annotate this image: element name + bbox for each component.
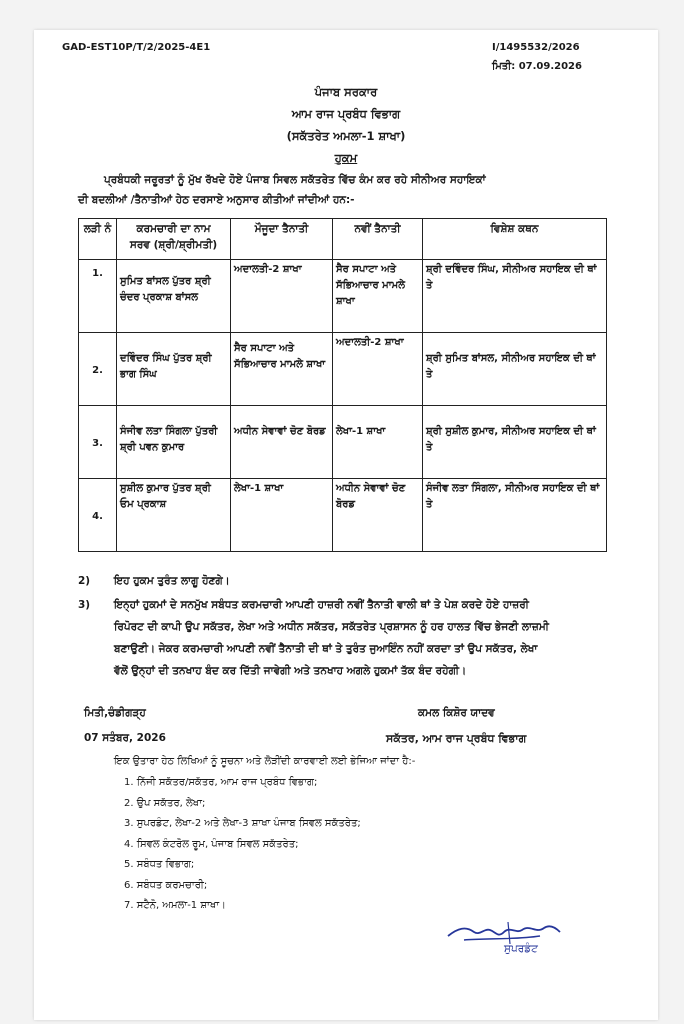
row-employee-name: ਸੁਮਿਤ ਬਾਂਸਲ ਪੁੱਤਰ ਸ਼੍ਰੀ ਚੰਦਰ ਪ੍ਰਕਾਸ਼ ਬਾਂਸਲ	[117, 260, 231, 333]
table-header-row	[79, 219, 607, 260]
intro-line-2: ਦੀ ਬਦਲੀਆਂ /ਤੈਨਾਤੀਆਂ ਹੇਠ ਦਰਸਾਏ ਅਨੁਸਾਰ ਕੀਤੀਆਂ ਜਾਂਦੀਆਂ ਹਨ:-	[78, 194, 355, 206]
row-current-posting: ਅਦਾਲਤੀ-2 ਸ਼ਾਖਾ	[231, 260, 333, 333]
reference-number-left: GAD-EST10P/T/2/2025-4E1	[62, 42, 211, 53]
point-3-number: 3)	[78, 599, 91, 611]
transfer-table	[78, 218, 607, 552]
table-row	[79, 260, 607, 333]
superintendent-title: ਸੁਪਰਡੰਟ	[504, 943, 538, 955]
header-name-line-2: ਸਰਵ (ਸ਼੍ਰੀ/ਸ਼੍ਰੀਮਤੀ)	[129, 239, 218, 251]
row-serial: 4.	[79, 479, 117, 552]
row-serial: 1.	[79, 260, 117, 333]
row-current-posting: ਅਧੀਨ ਸੇਵਾਵਾਂ ਚੋਣ ਬੋਰਡ	[231, 406, 333, 479]
point-2-text: ਇਹ ਹੁਕਮ ਤੁਰੰਤ ਲਾਗੂ ਹੋਣਗੇ।	[114, 575, 230, 587]
row-new-posting: ਲੇਖਾ-1 ਸ਼ਾਖਾ	[333, 406, 423, 479]
row-employee-name: ਸੰਜੀਵ ਲਤਾ ਸਿੰਗਲਾ ਪੁੱਤਰੀ ਸ਼੍ਰੀ ਪਵਨ ਕੁਮਾਰ	[117, 406, 231, 479]
row-serial: 3.	[79, 406, 117, 479]
order-date: 07 ਸਤੰਬਰ, 2026	[84, 732, 166, 744]
row-remarks: ਸ਼੍ਰੀ ਸੁਮਿਤ ਬਾਂਸਲ, ਸੀਨੀਅਰ ਸਹਾਇਕ ਦੀ ਥਾਂ ਤੇ	[423, 333, 607, 406]
document-page	[34, 30, 658, 1020]
row-remarks: ਸ਼੍ਰੀ ਸੁਸ਼ੀਲ ਕੁਮਾਰ, ਸੀਨੀਅਰ ਸਹਾਇਕ ਦੀ ਥਾਂ ਤੇ	[423, 406, 607, 479]
header-name-line-1: ਕਰਮਚਾਰੀ ਦਾ ਨਾਮ	[136, 223, 211, 235]
point-3-line-3: ਬਣਾਉਣੀ। ਜੇਕਰ ਕਰਮਚਾਰੀ ਆਪਣੀ ਨਵੀਂ ਤੈਨਾਤੀ ਦੀ ਥਾਂ ਤੇ ਤੁਰੰਤ ਜੁਆਇੰਨ ਨਹੀਂ ਕਰਦਾ ਤਾਂ ਉਪ ਸਕੱਤਰ, ਲੇਖਾ	[114, 643, 538, 655]
row-new-posting: ਅਦਾਲਤੀ-2 ਸ਼ਾਖਾ	[333, 333, 423, 406]
point-3-line-2: ਰਿਪੋਰਟ ਦੀ ਕਾਪੀ ਉਪ ਸਕੱਤਰ, ਲੇਖਾ ਅਤੇ ਅਧੀਨ ਸਕੱਤਰ, ਸਕੱਤਰੇਤ ਪ੍ਰਸ਼ਾਸਨ ਨੂੰ ਹਰ ਹਾਲਤ ਵਿੱਚ ਭੇਜਣੀ ਲਾਜ਼ਮੀ	[114, 621, 549, 633]
government-name: ਪੰਜਾਬ ਸਰਕਾਰ	[314, 85, 378, 99]
signatory-name: ਕਮਲ ਕਿਸ਼ੋਰ ਯਾਦਵ	[418, 707, 495, 719]
row-new-posting: ਅਧੀਨ ਸੇਵਾਵਾਂ ਚੋਣ ਬੋਰਡ	[333, 479, 423, 552]
list-item: 7. ਸਟੈਨੋ, ਅਮਲਾ-1 ਸ਼ਾਖਾ।	[124, 900, 226, 911]
list-item: 1. ਨਿੱਜੀ ਸਕੱਤਰ/ਸਕੱਤਰ, ਆਮ ਰਾਜ ਪ੍ਰਬੰਧ ਵਿਭਾਗ;	[124, 777, 318, 788]
row-remarks: ਸੰਜੀਵ ਲਤਾ ਸਿੰਗਲਾ, ਸੀਨੀਅਰ ਸਹਾਇਕ ਦੀ ਥਾਂ ਤੇ	[423, 479, 607, 552]
signatory-title: ਸਕੱਤਰ, ਆਮ ਰਾਜ ਪ੍ਰਬੰਧ ਵਿਭਾਗ	[386, 732, 527, 745]
header-new-posting: ਨਵੀਂ ਤੈਨਾਤੀ	[333, 219, 423, 260]
row-serial: 2.	[79, 333, 117, 406]
list-item: 3. ਸੁਪਰਡੰਟ, ਲੇਖਾ-2 ਅਤੇ ਲੇਖਾ-3 ਸ਼ਾਖਾ ਪੰਜਾਬ ਸਿਵਲ ਸਕੱਤਰੇਤ;	[124, 818, 361, 829]
table-row	[79, 333, 607, 406]
department-name: ਆਮ ਰਾਜ ਪ੍ਰਬੰਧ ਵਿਭਾਗ	[291, 107, 401, 121]
header-employee-name	[117, 219, 231, 260]
point-3-line-1: ਇਨ੍ਹਾਂ ਹੁਕਮਾਂ ਦੇ ਸਨਮੁੱਖ ਸਬੰਧਤ ਕਰਮਚਾਰੀ ਆਪਣੀ ਹਾਜ਼ਰੀ ਨਵੀਂ ਤੈਨਾਤੀ ਵਾਲੀ ਥਾਂ ਤੇ ਪੇਸ਼ ਕਰਦੇ ਹੋਏ ਹਾਜ਼ਰੀ	[114, 599, 529, 611]
branch-name: (ਸਕੱਤਰੇਤ ਅਮਲਾ-1 ਸ਼ਾਖਾ)	[286, 129, 406, 143]
intro-line-1: ਪ੍ਰਬੰਧਕੀ ਜਰੂਰਤਾਂ ਨੂੰ ਮੁੱਖ ਰੱਖਦੇ ਹੋਏ ਪੰਜਾਬ ਸਿਵਲ ਸਕੱਤਰੇਤ ਵਿੱਚ ਕੰਮ ਕਰ ਰਹੇ ਸੀਨੀਅਰ ਸਹਾਇਕਾਂ	[104, 174, 486, 186]
list-item: 2. ਉਪ ਸਕੱਤਰ, ਲੇਖਾ;	[124, 797, 206, 809]
order-heading: ਹੁਕਮ	[334, 151, 358, 165]
endorsement-list	[124, 773, 361, 917]
header-remarks: ਵਿਸ਼ੇਸ਼ ਕਥਨ	[423, 219, 607, 260]
header-current-posting: ਮੌਜੂਦਾ ਤੈਨਾਤੀ	[231, 219, 333, 260]
row-employee-name: ਸੁਸ਼ੀਲ ਕੁਮਾਰ ਪੁੱਤਰ ਸ਼੍ਰੀ ਓਮ ਪ੍ਰਕਾਸ਼	[117, 479, 231, 552]
endorsement-intro: ਇਕ ਉਤਾਰਾ ਹੇਠ ਲਿਖਿਆਂ ਨੂੰ ਸੂਚਨਾ ਅਤੇ ਲੋੜੀਂਦੀ ਕਾਰਵਾਈ ਲਈ ਭੇਜਿਆ ਜਾਂਦਾ ਹੈ:-	[114, 756, 416, 767]
row-new-posting: ਸੈਰ ਸਪਾਟਾ ਅਤੇ ਸੱਭਿਆਚਾਰ ਮਾਮਲੇ ਸ਼ਾਖਾ	[333, 260, 423, 333]
table-row	[79, 479, 607, 552]
list-item: 6. ਸਬੰਧਤ ਕਰਮਚਾਰੀ;	[124, 879, 208, 891]
reference-number-right: I/1495532/2026	[492, 42, 580, 53]
point-2-number: 2)	[78, 575, 91, 587]
row-remarks: ਸ਼੍ਰੀ ਦਵਿੰਦਰ ਸਿੰਘ, ਸੀਨੀਅਰ ਸਹਾਇਕ ਦੀ ਥਾਂ ਤੇ	[423, 260, 607, 333]
document-date: ਮਿਤੀ: 07.09.2026	[492, 61, 582, 72]
row-current-posting: ਸੈਰ ਸਪਾਟਾ ਅਤੇ ਸੱਭਿਆਚਾਰ ਮਾਮਲੇ ਸ਼ਾਖਾ	[231, 333, 333, 406]
header-serial: ਲੜੀ ਨੰ	[79, 219, 117, 260]
row-employee-name: ਦਵਿੰਦਰ ਸਿੰਘ ਪੁੱਤਰ ਸ਼੍ਰੀ ਭਾਗ ਸਿੰਘ	[117, 333, 231, 406]
point-3-line-4: ਵੱਲੋਂ ਉਨ੍ਹਾਂ ਦੀ ਤਨਖਾਹ ਬੰਦ ਕਰ ਦਿੱਤੀ ਜਾਵੇਗੀ ਅਤੇ ਤਨਖਾਹ ਅਗਲੇ ਹੁਕਮਾਂ ਤੱਕ ਬੰਦ ਰਹੇਗੀ।	[114, 665, 467, 677]
row-current-posting: ਲੇਖਾ-1 ਸ਼ਾਖਾ	[231, 479, 333, 552]
list-item: 5. ਸਬੰਧਤ ਵਿਭਾਗ;	[124, 859, 195, 870]
list-item: 4. ਸਿਵਲ ਕੰਟਰੋਲ ਰੂਮ, ਪੰਜਾਬ ਸਿਵਲ ਸਕੱਤਰੇਤ;	[124, 838, 299, 850]
table-row	[79, 406, 607, 479]
place-label: ਮਿਤੀ,ਚੰਡੀਗੜ੍ਹ	[84, 707, 146, 719]
